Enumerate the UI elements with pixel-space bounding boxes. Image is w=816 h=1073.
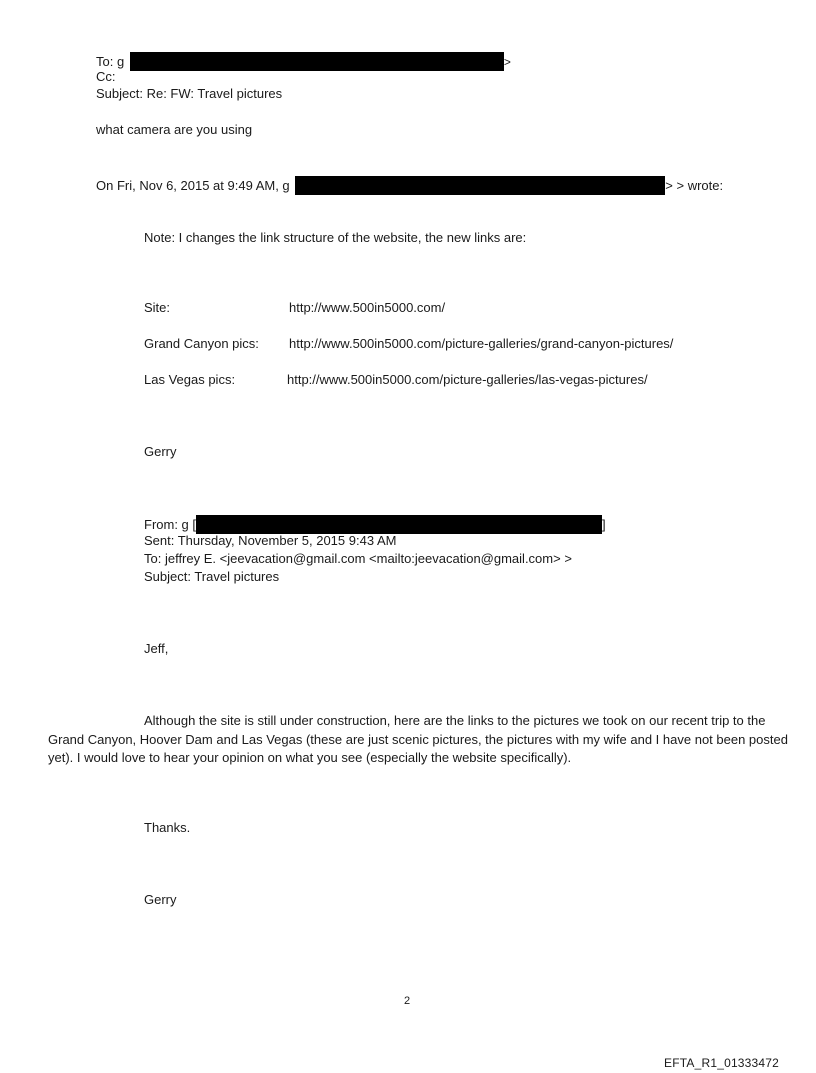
cc-line: Cc: (96, 69, 116, 84)
note-line: Note: I changes the link structure of the website, the new links are: (144, 230, 527, 245)
forwarded-from-line (144, 515, 606, 534)
to-line (96, 52, 511, 71)
forwarded-subject: Subject: Travel pictures (144, 569, 280, 584)
link-label-las-vegas: Las Vegas pics: (144, 372, 236, 387)
signature-1: Gerry (144, 444, 177, 459)
to-close-bracket: > (503, 55, 511, 69)
thanks-line: Thanks. (144, 820, 191, 835)
quote-intro-prefix: On Fri, Nov 6, 2015 at 9:49 AM, g (96, 178, 290, 193)
greeting: Jeff, (144, 641, 169, 656)
forwarded-from-label: From: g [ (144, 517, 197, 532)
quote-intro (96, 176, 723, 195)
forwarded-from-close: ] (602, 517, 606, 532)
signature-2: Gerry (144, 892, 177, 907)
link-url-grand-canyon[interactable]: http://www.500in5000.com/picture-galleries/grand-canyon-pictures/ (289, 336, 674, 351)
body-paragraph-text: Although the site is still under construction, here are the links to the pictures we took on our recent trip to the Grand Canyon, Hoover Dam and Las Vegas (these are just scenic pictures, the pictures with my wife and I have not been posted yet). I would love to hear your opinion on what you see (especially the website specifically). (48, 713, 788, 765)
link-url-las-vegas[interactable]: http://www.500in5000.com/picture-galleries/las-vegas-pictures/ (287, 372, 648, 387)
page-number: 2 (404, 995, 411, 1007)
to-label: To: g (96, 54, 125, 69)
body-paragraph (48, 712, 788, 768)
reply-body: what camera are you using (96, 122, 253, 137)
forwarded-to: To: jeffrey E. <jeevacation@gmail.com <mailto:jeevacation@gmail.com> > (144, 551, 572, 566)
link-url-site[interactable]: http://www.500in5000.com/ (289, 300, 446, 315)
redaction-bar (130, 52, 504, 71)
subject-line: Subject: Re: FW: Travel pictures (96, 86, 283, 101)
forwarded-sent: Sent: Thursday, November 5, 2015 9:43 AM (144, 533, 397, 548)
redaction-bar (196, 515, 602, 534)
redaction-bar (295, 176, 665, 195)
link-label-grand-canyon: Grand Canyon pics: (144, 336, 259, 351)
bates-number: EFTA_R1_01333472 (664, 1056, 780, 1070)
quote-intro-suffix: > > wrote: (665, 178, 724, 193)
link-label-site: Site: (144, 300, 171, 315)
